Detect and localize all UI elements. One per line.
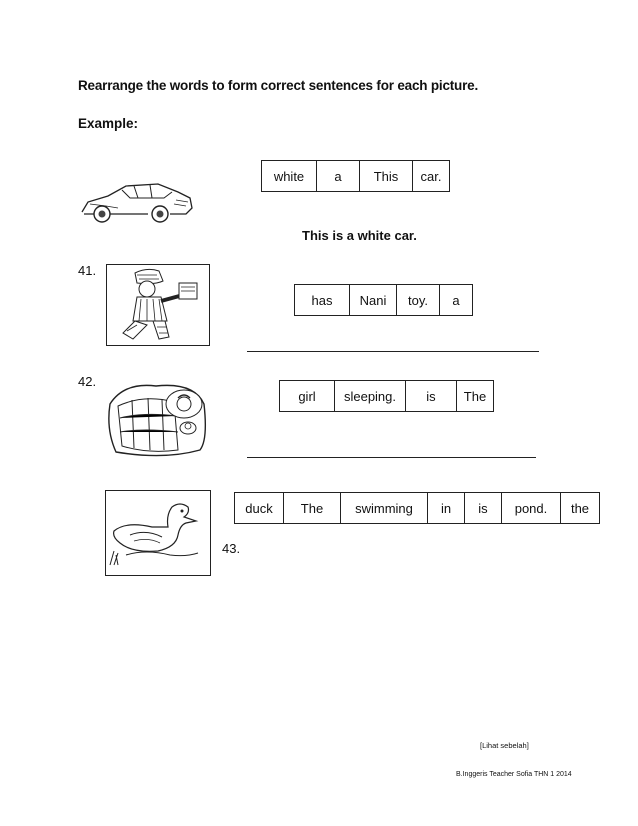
word-box: a: [317, 161, 360, 192]
word-box: has: [295, 285, 350, 316]
word-box: is: [406, 381, 457, 412]
question-41-word-table: [294, 284, 473, 316]
word-box: Nani: [350, 285, 397, 316]
word-box: girl: [280, 381, 335, 412]
word-box: the: [561, 493, 600, 524]
toy-picture: [106, 264, 210, 346]
word-box: swimming: [341, 493, 428, 524]
question-number-43: 43.: [222, 541, 241, 556]
question-number-42: 42.: [78, 374, 97, 389]
question-number-41: 41.: [78, 263, 97, 278]
word-box: The: [457, 381, 494, 412]
word-box: This: [360, 161, 413, 192]
word-box: car.: [413, 161, 450, 192]
answer-line-42: [247, 457, 536, 458]
word-box: a: [440, 285, 473, 316]
word-box: toy.: [397, 285, 440, 316]
footer-credit: B.Inggeris Teacher Sofia THN 1 2014: [456, 771, 572, 778]
instruction-heading: Rearrange the words to form correct sentences for each picture.: [78, 78, 479, 93]
word-box: white: [262, 161, 317, 192]
answer-line-41: [247, 351, 539, 352]
question-43-word-table: [234, 492, 600, 524]
duck-picture: [105, 490, 211, 576]
sleeping-girl-picture: [104, 380, 210, 462]
footer-note: [Lihat sebelah]: [480, 741, 529, 750]
question-42-word-table: [279, 380, 494, 412]
example-word-table: [261, 160, 450, 192]
example-answer: This is a white car.: [302, 228, 417, 243]
word-box: in: [428, 493, 465, 524]
word-box: duck: [235, 493, 284, 524]
car-picture: [78, 178, 196, 226]
word-box: sleeping.: [335, 381, 406, 412]
word-box: is: [465, 493, 502, 524]
example-label: Example:: [78, 116, 139, 131]
word-box: The: [284, 493, 341, 524]
word-box: pond.: [502, 493, 561, 524]
